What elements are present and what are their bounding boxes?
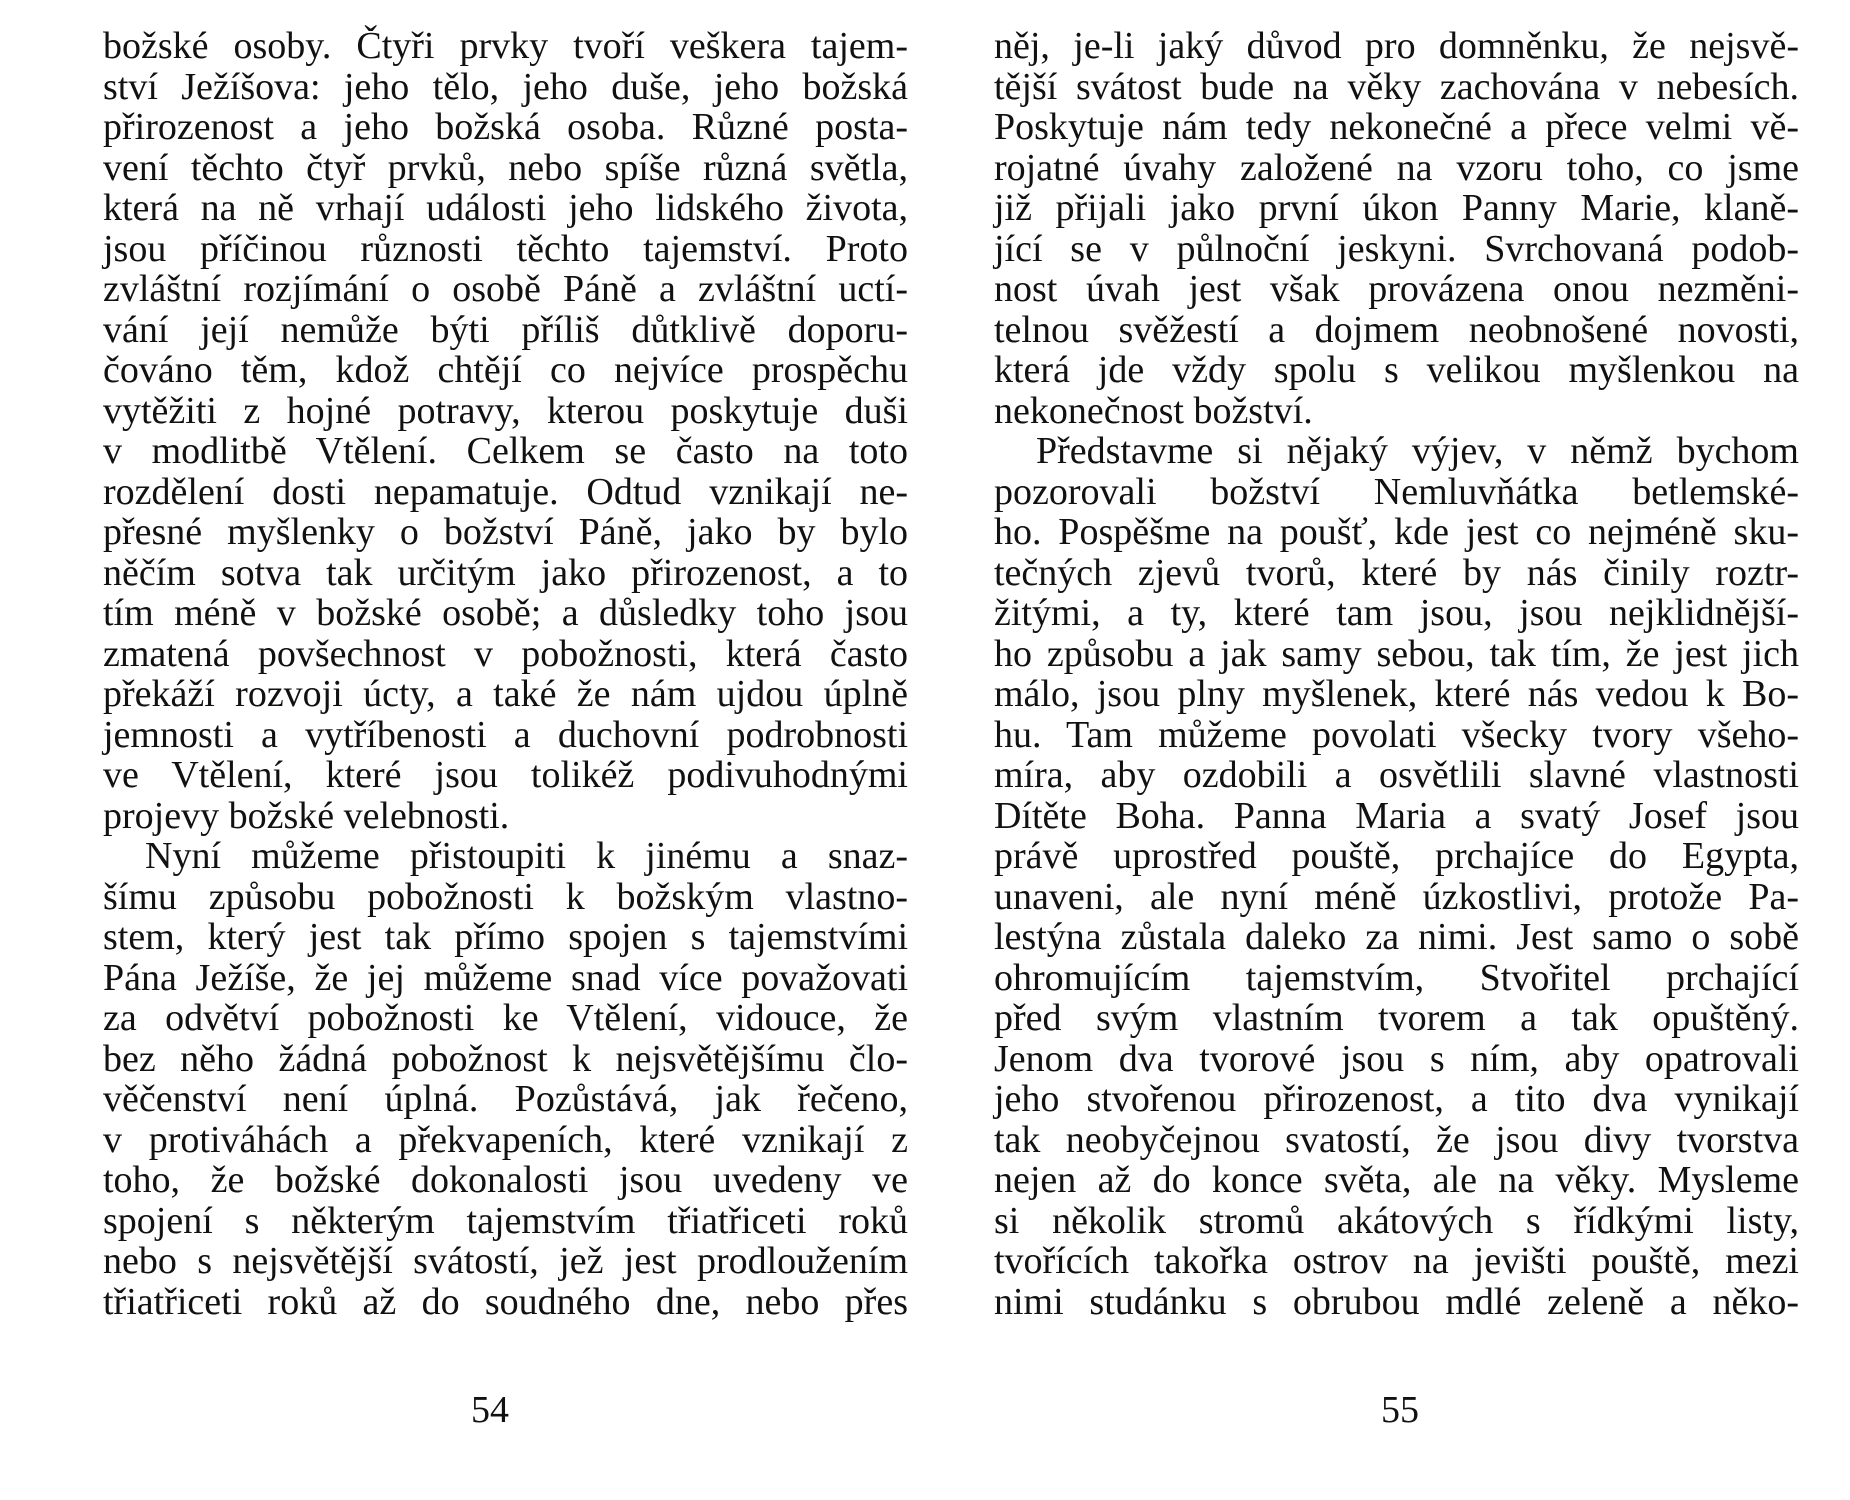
text-line: Jenom dva tvorové jsou s ním, aby opatrovali [994,1037,1799,1080]
text-line: ho způsobu a jak samy sebou, tak tím, že jest jich [994,632,1799,675]
text-line: stem, který jest tak přímo spojen s tajemstvími [103,916,908,958]
text-line: ho. Pospěšme na poušť, kde jest co nejméně sku- [994,511,1799,553]
text-line: nebo s nejsvětější svátostí, jež jest prodloužením [103,1240,908,1282]
text-line: nimi studánku s obrubou mdlé zeleně a něko- [994,1280,1799,1323]
text-line: věčenství není úplná. Pozůstává, jak řečeno, [103,1078,908,1120]
text-line: ohromujícím tajemstvím, Stvořitel prchající [994,956,1799,999]
text-line: překáží rozvoji úcty, a také že nám ujdou úplně [103,673,908,715]
paragraph-last-line: nekonečnost božství. [994,389,1313,432]
text-line: něj, je-li jaký důvod pro domněnku, že nejsvě- [994,25,1799,67]
text-line: ství Ježíšova: jeho tělo, jeho duše, jeho božská [103,65,908,108]
text-line: v protiváhách a překvapeních, které vznikají z [103,1118,908,1161]
text-line: jsou příčinou různosti těchto tajemství. Proto [103,227,908,270]
page-number-right: 55 [1381,1389,1419,1431]
text-line: Pána Ježíše, že jej můžeme snad více považovati [103,956,908,999]
text-line: která jde vždy spolu s velikou myšlenkou na [994,349,1799,391]
text-line: žitými, a ty, které tam jsou, jsou nejklidnější- [994,592,1799,634]
paragraph-first-line: Představme si nějaký výjev, v němž bychom [1036,430,1799,472]
text-line: rojatné úvahy založené na vzoru toho, co jsme [994,146,1799,189]
text-line: jemnosti a vytříbenosti a duchovní podrobnosti [103,713,908,756]
text-line: málo, jsou plny myšlenek, které nás vedou k Bo- [994,673,1799,715]
text-line: vení těchto čtyř prvků, nebo spíše různá světla, [103,146,908,189]
paragraph-first-line: Nyní můžeme přistoupiti k jinému a snaz- [145,835,908,877]
text-line: toho, že božské dokonalosti jsou uvedeny ve [103,1159,908,1201]
text-line: si několik stromů akátových s řídkými listy, [994,1199,1799,1242]
text-line: zvláštní rozjímání o osobě Páně a zvláštní uctí- [103,268,908,310]
text-line: Poskytuje nám tedy nekonečné a přece velmi vě- [994,106,1799,148]
text-line: šímu způsobu pobožnosti k božským vlastno- [103,875,908,918]
text-line: vytěžiti z hojné potravy, kterou poskytuje duši [103,389,908,432]
paragraph-last-line: projevy božské velebnosti. [103,794,510,837]
text-line: míra, aby ozdobili a osvětlili slavné vlastnosti [994,754,1799,796]
right-page-text [994,26,1799,1322]
text-line: hu. Tam můžeme povolati všecky tvory všeho- [994,713,1799,756]
text-line: spojení s některým tajemstvím třiatřiceti roků [103,1199,908,1242]
text-line: již přijali jako první úkon Panny Marie, klaně- [994,187,1799,229]
text-line: zmatená povšechnost v pobožnosti, která často [103,632,908,675]
text-line: nost úvah jest však provázena onou nezměni- [994,268,1799,310]
text-line: v modlitbě Vtělení. Celkem se často na toto [103,430,908,472]
text-line: tější svátost bude na věky zachována v nebesích. [994,65,1799,108]
left-page-text [103,26,908,1322]
text-line: tím méně v božské osobě; a důsledky toho jsou [103,592,908,634]
left-page [103,26,908,1322]
text-line: lestýna zůstala daleko za nimi. Jest samo o sobě [994,916,1799,958]
text-line: právě uprostřed pouště, prchajíce do Egypta, [994,835,1799,877]
page-number-left: 54 [471,1389,509,1431]
text-line: tvořících takořka ostrov na jevišti pouště, mezi [994,1240,1799,1282]
text-line: vání její nemůže býti příliš důtklivě doporu- [103,308,908,351]
text-line: něčím sotva tak určitým jako přirozenost, a to [103,551,908,594]
text-line: která na ně vrhají události jeho lidského života, [103,187,908,229]
text-line: před svým vlastním tvorem a tak opuštěný. [994,997,1799,1039]
text-line: za odvětví pobožnosti ke Vtělení, vidouce, že [103,997,908,1039]
text-line: jící se v půlnoční jeskyni. Svrchovaná podob- [994,227,1799,270]
text-line: přesné myšlenky o božství Páně, jako by bylo [103,511,908,553]
text-line: jeho stvořenou přirozenost, a tito dva vynikají [994,1078,1799,1120]
text-line: čováno těm, kdož chtějí co nejvíce prospěchu [103,349,908,391]
text-line: ve Vtělení, které jsou tolikéž podivuhodnými [103,754,908,796]
text-line: tečných zjevů tvorů, které by nás činily roztr- [994,551,1799,594]
right-page [994,26,1799,1322]
text-line: rozdělení dosti nepamatuje. Odtud vznikají ne- [103,470,908,513]
text-line: nejen až do konce světa, ale na věky. Mysleme [994,1159,1799,1201]
text-line: třiatřiceti roků až do soudného dne, nebo přes [103,1280,908,1323]
text-line: bez něho žádná pobožnost k nejsvětějšímu člo- [103,1037,908,1080]
text-line: přirozenost a jeho božská osoba. Různé posta- [103,106,908,148]
text-line: unaveni, ale nyní méně úzkostlivi, protože Pa- [994,875,1799,918]
text-line: Dítěte Boha. Panna Maria a svatý Josef jsou [994,794,1799,837]
text-line: božské osoby. Čtyři prvky tvoří veškera tajem- [103,25,908,67]
text-line: pozorovali božství Nemluvňátka betlemské- [994,470,1799,513]
text-line: tak neobyčejnou svatostí, že jsou divy tvorstva [994,1118,1799,1161]
text-line: telnou svěžestí a dojmem neobnošené novosti, [994,308,1799,351]
